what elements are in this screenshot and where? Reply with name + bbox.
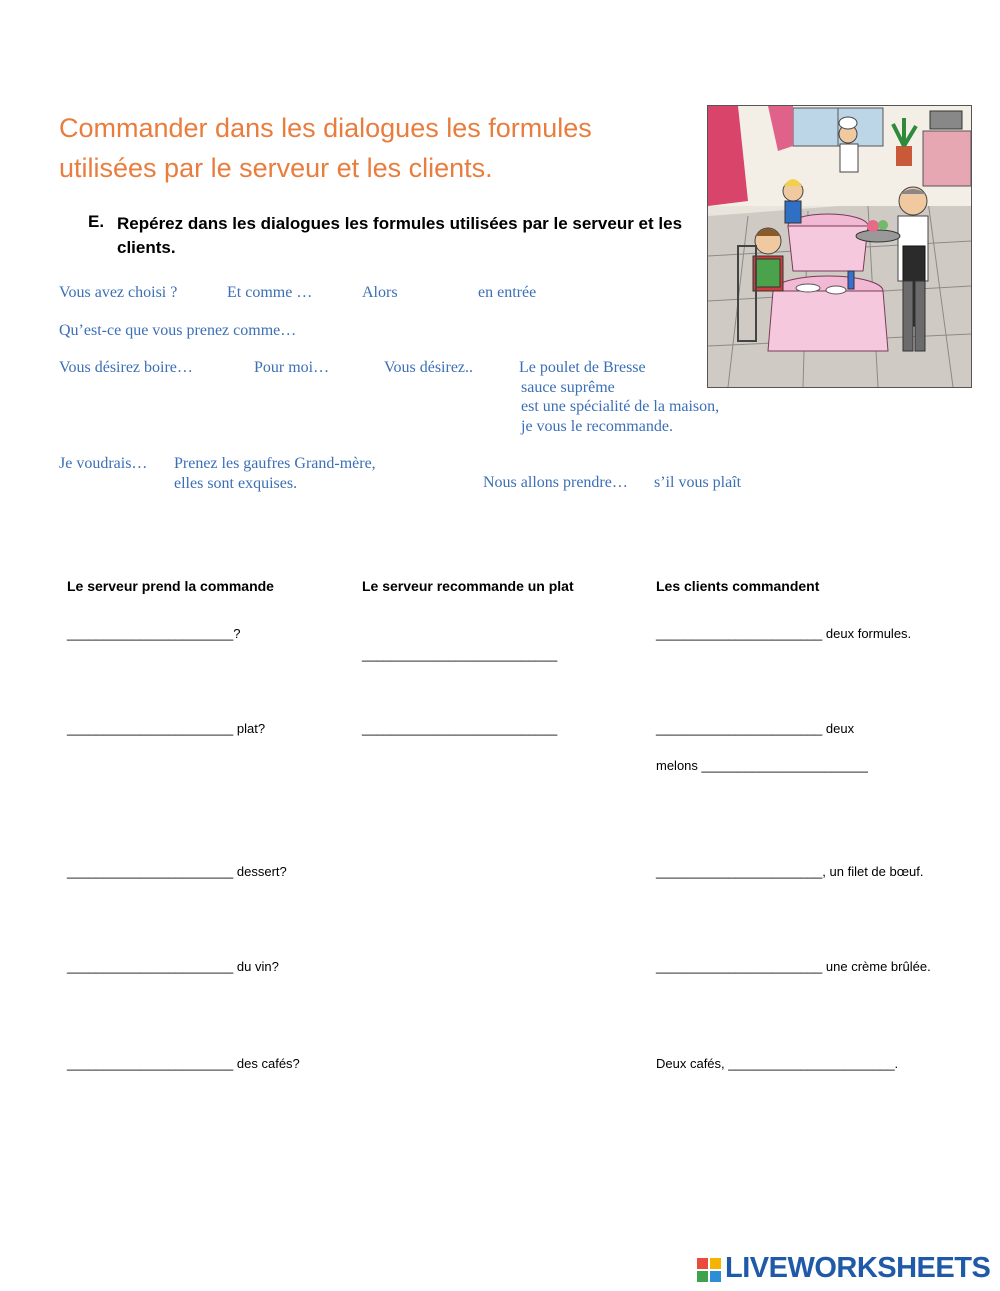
- answer-line-3c[interactable]: _______________________, un filet de bœuf.: [656, 864, 924, 879]
- answer-line-1c[interactable]: _______________________ dessert?: [67, 864, 287, 879]
- phrase-poulet-line-4: je vous le recommande.: [521, 417, 673, 435]
- answer-line-1e[interactable]: _______________________ des cafés?: [67, 1056, 300, 1071]
- phrase-pour-moi: Pour moi…: [254, 359, 330, 376]
- answer-line-3b[interactable]: _______________________ deux: [656, 721, 855, 736]
- phrase-alors: Alors: [362, 284, 398, 301]
- answer-line-1d[interactable]: _______________________ du vin?: [67, 959, 279, 974]
- phrase-vous-desirez: Vous désirez..: [384, 359, 474, 376]
- answer-line-3b2[interactable]: melons _______________________: [656, 758, 868, 773]
- column-heading-clients-commandent: Les clients commandent: [656, 578, 820, 594]
- page-title: [59, 108, 592, 188]
- phrase-nous-allons-prendre: Nous allons prendre…: [483, 474, 628, 491]
- phrase-je-voudrais: Je voudrais…: [59, 455, 148, 472]
- instruction-letter: E.: [88, 212, 105, 231]
- phrase-vous-avez-choisi: Vous avez choisi ?: [59, 284, 178, 301]
- title-line-1: Commander dans les dialogues les formules: [59, 113, 592, 143]
- answer-line-3a[interactable]: _______________________ deux formules.: [656, 626, 912, 641]
- answer-line-3d[interactable]: _______________________ une crème brûlée.: [656, 959, 931, 974]
- restaurant-illustration: [707, 105, 972, 388]
- phrase-prenez-les-gaufres: [174, 454, 376, 493]
- phrase-sil-vous-plait: s’il vous plaît: [654, 474, 742, 491]
- phrase-vous-desirez-boire: Vous désirez boire…: [59, 359, 193, 376]
- phrase-quest-ce-que: Qu’est-ce que vous prenez comme…: [59, 322, 297, 339]
- phrase-gaufres-line-1: Prenez les gaufres Grand-mère,: [174, 455, 376, 472]
- column-heading-serveur-recommande: Le serveur recommande un plat: [362, 578, 574, 594]
- answer-line-2a[interactable]: ___________________________: [362, 647, 558, 662]
- answer-line-1b[interactable]: _______________________ plat?: [67, 721, 266, 736]
- phrase-en-entree: en entrée: [478, 284, 537, 301]
- answer-line-1a[interactable]: _______________________?: [67, 626, 241, 641]
- phrase-et-comme: Et comme …: [227, 284, 313, 301]
- phrase-gaufres-line-2: elles sont exquises.: [174, 474, 298, 492]
- phrase-poulet-line-2: sauce suprême: [521, 378, 615, 396]
- column-heading-serveur-prend: Le serveur prend la commande: [67, 578, 274, 594]
- instruction-text: Repérez dans les dialogues les formules utilisées par le serveur et les clients.: [117, 214, 683, 257]
- phrase-poulet-line-3: est une spécialité de la maison,: [521, 398, 720, 415]
- liveworksheets-logo-icon: [697, 1258, 721, 1282]
- phrase-poulet-de-bresse: [519, 358, 719, 436]
- answer-line-2b[interactable]: ___________________________: [362, 721, 558, 736]
- title-line-2: utilisées par le serveur et les clients.: [59, 153, 493, 183]
- phrase-poulet-line-1: Le poulet de Bresse: [519, 359, 646, 376]
- liveworksheets-logo-text: LIVEWORKSHEETS: [725, 1252, 991, 1284]
- answer-line-3e[interactable]: Deux cafés, _______________________.: [656, 1056, 899, 1071]
